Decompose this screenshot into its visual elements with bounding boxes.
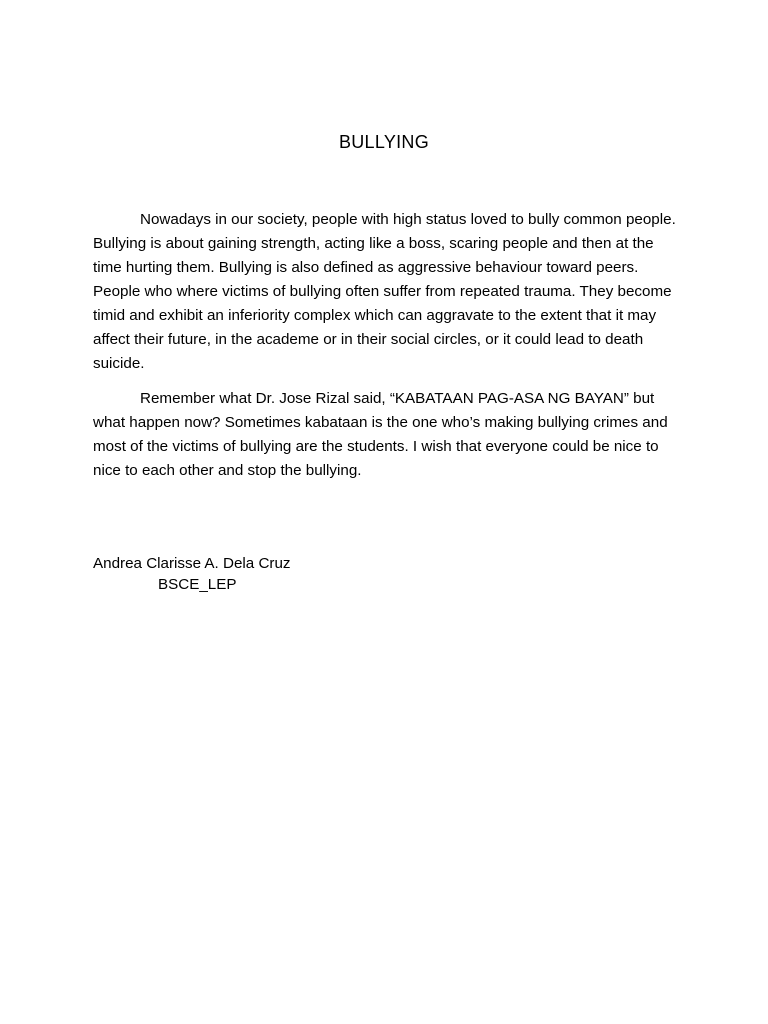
author-name: Andrea Clarisse A. Dela Cruz xyxy=(93,555,291,572)
author-course: BSCE_LEP xyxy=(158,576,237,593)
paragraph-1: Nowadays in our society, people with high status loved to bully common people. Bullying is about gaining strength, acting like a boss, scaring people and then at the time hurting them. Bullying is also defined as aggressive behaviour toward peers. People who where victims of bullying often suffer from repeated trauma. They become timid and exhibit an inferiority complex which can aggravate to the extent that it may affect their future, in the academe or in their social circles, or it could lead to death suicide. xyxy=(93,211,676,372)
document-body xyxy=(93,208,683,483)
paragraph-2: Remember what Dr. Jose Rizal said, “KABATAAN PAG-ASA NG BAYAN” but what happen now? Sometimes kabataan is the one who’s making bullying crimes and most of the victims of bullying are the students. I wish that everyone could be nice to nice to each other and stop the bullying. xyxy=(93,390,668,479)
signature-block xyxy=(93,553,291,595)
document-title: BULLYING xyxy=(338,132,430,152)
